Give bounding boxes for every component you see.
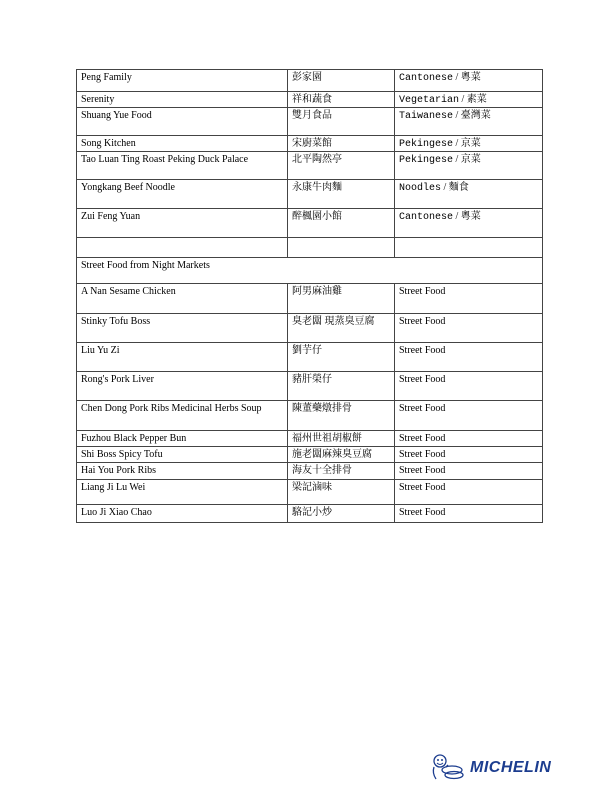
restaurant-name: Yongkang Beef Noodle — [77, 180, 288, 209]
cuisine-cell: Street Food — [395, 447, 543, 463]
cuisine-english: Vegetarian — [399, 95, 460, 106]
restaurant-name-chinese: 豬肝榮仔 — [288, 372, 395, 401]
restaurant-name-chinese: 劉芋仔 — [288, 343, 395, 372]
cuisine-cell: Vegetarian / 素菜 — [395, 92, 543, 108]
restaurant-name-chinese: 阿男麻油雞 — [288, 284, 395, 314]
restaurant-name: Liang Ji Lu Wei — [77, 480, 288, 505]
empty-cell — [288, 238, 395, 258]
restaurant-name: Shi Boss Spicy Tofu — [77, 447, 288, 463]
restaurant-name-chinese: 梁記滷味 — [288, 480, 395, 505]
cuisine-cell: Noodles / 麵食 — [395, 180, 543, 209]
cuisine-cell: Street Food — [395, 505, 543, 523]
section-title: Street Food from Night Markets — [77, 258, 543, 284]
restaurant-name-chinese: 宋廚菜館 — [288, 136, 395, 152]
table-row — [77, 70, 543, 92]
restaurant-name: Fuzhou Black Pepper Bun — [77, 431, 288, 447]
restaurant-name-chinese: 施老闆麻辣臭豆腐 — [288, 447, 395, 463]
cuisine-cell: Street Food — [395, 284, 543, 314]
empty-cell — [77, 238, 288, 258]
cuisine-cell: Pekingese / 京菜 — [395, 136, 543, 152]
restaurant-name-chinese: 北平陶然亭 — [288, 152, 395, 180]
cuisine-cell: Cantonese / 粵菜 — [395, 209, 543, 238]
cuisine-chinese: 素菜 — [466, 94, 487, 105]
table-row — [77, 431, 543, 447]
table-row — [77, 314, 543, 343]
restaurant-name-chinese: 臭老闆 現蒸臭豆腐 — [288, 314, 395, 343]
cuisine-cell: Street Food — [395, 463, 543, 480]
empty-row — [77, 238, 543, 258]
cuisine-cell: Street Food — [395, 480, 543, 505]
restaurant-name-chinese: 駱記小炒 — [288, 505, 395, 523]
restaurant-name: A Nan Sesame Chicken — [77, 284, 288, 314]
cuisine-chinese: 粵菜 — [460, 211, 481, 222]
empty-cell — [395, 238, 543, 258]
michelin-logo — [430, 753, 575, 783]
cuisine-chinese: 京菜 — [460, 138, 481, 149]
table-row — [77, 180, 543, 209]
restaurant-name: Serenity — [77, 92, 288, 108]
cuisine-cell: Street Food — [395, 431, 543, 447]
table-row — [77, 152, 543, 180]
cuisine-english: Pekingese — [399, 155, 454, 166]
cuisine-cell: Street Food — [395, 372, 543, 401]
restaurant-name-chinese: 永康牛肉麵 — [288, 180, 395, 209]
table-row — [77, 284, 543, 314]
cuisine-english: Noodles — [399, 183, 442, 194]
table-row — [77, 343, 543, 372]
restaurant-name: Song Kitchen — [77, 136, 288, 152]
cuisine-chinese: 粵菜 — [460, 72, 481, 83]
cuisine-english: Taiwanese — [399, 111, 454, 122]
restaurant-name: Shuang Yue Food — [77, 108, 288, 136]
table-row — [77, 92, 543, 108]
restaurant-name: Peng Family — [77, 70, 288, 92]
restaurant-name: Chen Dong Pork Ribs Medicinal Herbs Soup — [77, 401, 288, 431]
table-row — [77, 108, 543, 136]
cuisine-english: Pekingese — [399, 139, 454, 150]
table-row — [77, 401, 543, 431]
table-row — [77, 209, 543, 238]
cuisine-english: Cantonese — [399, 212, 454, 223]
restaurant-name: Hai You Pork Ribs — [77, 463, 288, 480]
table-row — [77, 505, 543, 523]
cuisine-cell: Street Food — [395, 314, 543, 343]
restaurant-name-chinese: 雙月食品 — [288, 108, 395, 136]
cuisine-english: Cantonese — [399, 73, 454, 84]
cuisine-cell: Pekingese / 京菜 — [395, 152, 543, 180]
table-row — [77, 480, 543, 505]
restaurant-name-chinese: 祥和蔬食 — [288, 92, 395, 108]
cuisine-chinese: 臺灣菜 — [460, 110, 491, 121]
cuisine-cell: Cantonese / 粵菜 — [395, 70, 543, 92]
table-row — [77, 136, 543, 152]
restaurant-table — [76, 69, 543, 523]
restaurant-name: Rong's Pork Liver — [77, 372, 288, 401]
table-row — [77, 372, 543, 401]
table-row — [77, 463, 543, 480]
restaurant-name-chinese: 醉楓園小館 — [288, 209, 395, 238]
restaurant-name: Zui Feng Yuan — [77, 209, 288, 238]
restaurant-name-chinese: 陳董藥燉排骨 — [288, 401, 395, 431]
restaurant-name-chinese: 海友十全排骨 — [288, 463, 395, 480]
table-row — [77, 447, 543, 463]
michelin-man-icon — [430, 753, 470, 783]
restaurant-name: Luo Ji Xiao Chao — [77, 505, 288, 523]
cuisine-chinese: 京菜 — [460, 154, 481, 165]
restaurant-name: Stinky Tofu Boss — [77, 314, 288, 343]
cuisine-chinese: 麵食 — [448, 182, 469, 193]
cuisine-cell: Taiwanese / 臺灣菜 — [395, 108, 543, 136]
restaurant-name-chinese: 福州世祖胡椒餅 — [288, 431, 395, 447]
logo-text: MICHELIN — [470, 759, 552, 776]
restaurant-name: Tao Luan Ting Roast Peking Duck Palace — [77, 152, 288, 180]
restaurant-name-chinese: 彭家園 — [288, 70, 395, 92]
restaurant-name: Liu Yu Zi — [77, 343, 288, 372]
cuisine-cell: Street Food — [395, 343, 543, 372]
cuisine-cell: Street Food — [395, 401, 543, 431]
section-header-row — [77, 258, 543, 284]
